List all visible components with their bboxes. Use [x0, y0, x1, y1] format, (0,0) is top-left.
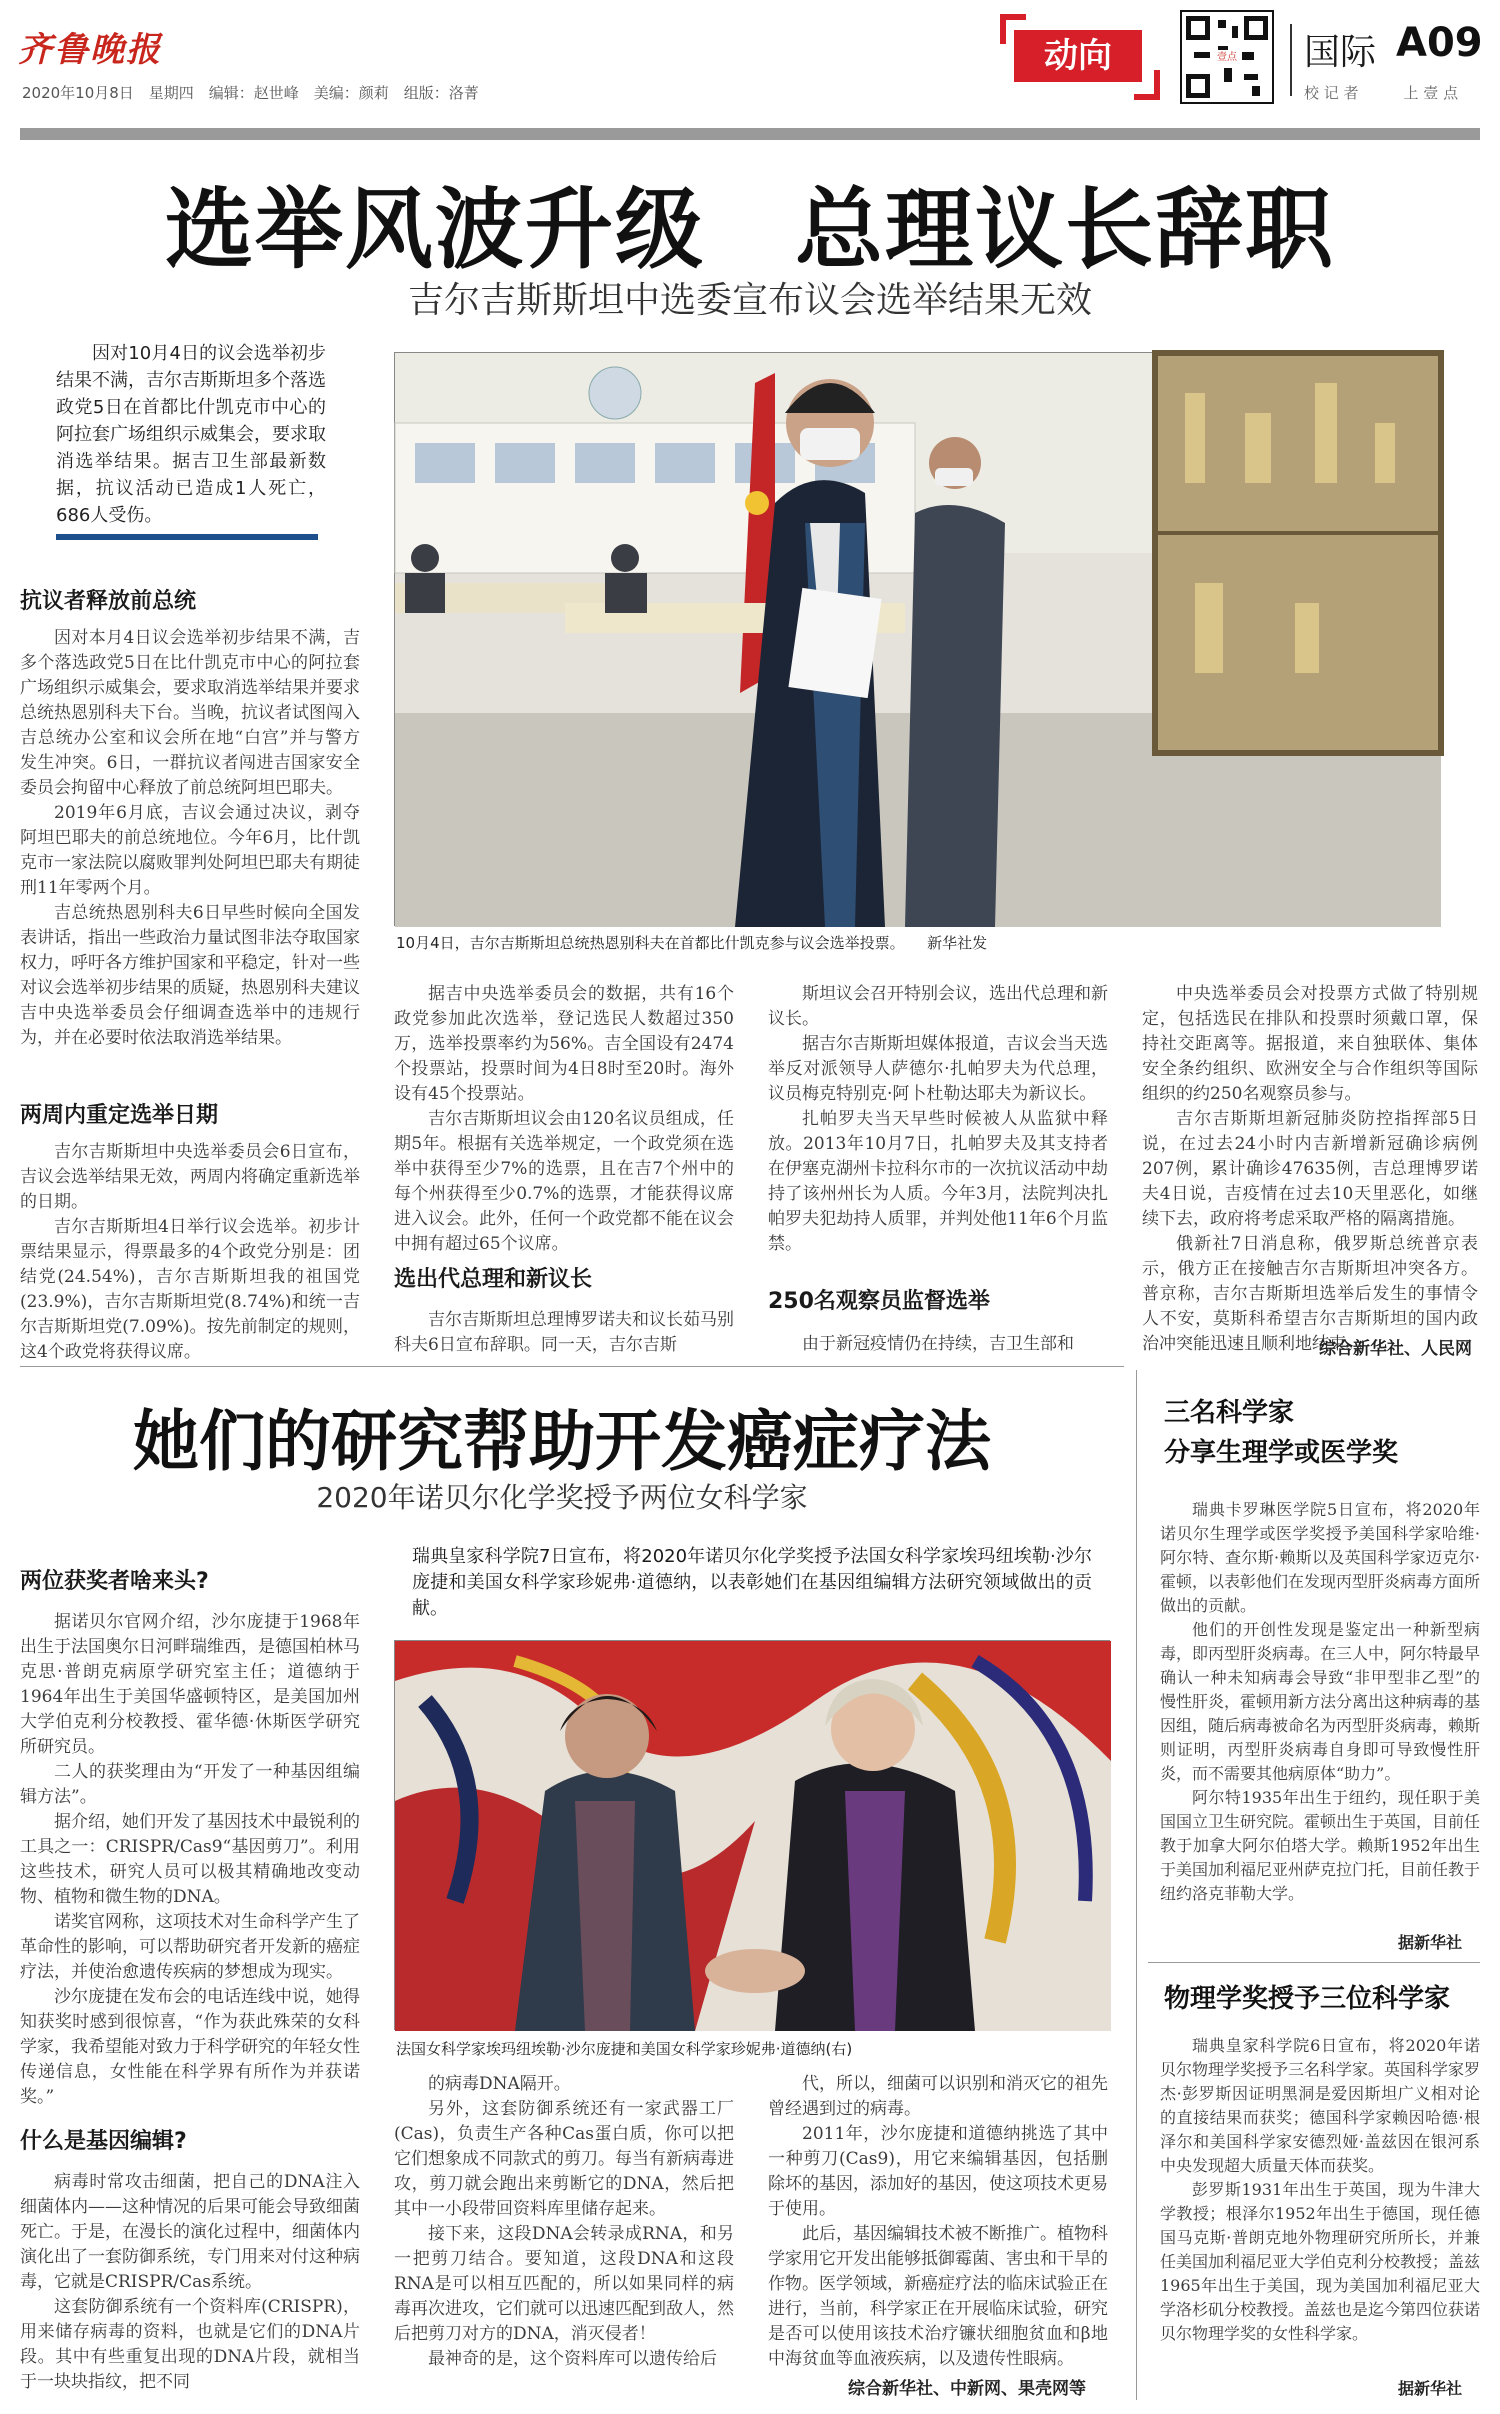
- sidebar2-text: [1160, 2034, 1480, 2374]
- story1-col1-text-2: [20, 1140, 360, 1362]
- story-divider: [20, 1366, 1124, 1367]
- paragraph: 吉总统热恩别科夫6日早些时候向全国发表讲话，指出一些政治力量试图非法夺取国家权力，呼吁各方维护国家和平稳定，针对一些对议会选举初步结果的质疑，热恩别科夫建议吉中央选举委员会仔细调查选举中的违规行为，并在必要时依法取消选举结果。: [20, 903, 360, 1048]
- paragraph: 吉尔吉斯斯坦新冠肺炎防控指挥部5日说，在过去24小时内吉新增新冠确诊病例207例，累计确诊47635例，吉总理博罗诺夫4日说，吉疫情在过去10天里恶化，如继续下去，政府将考虑采取严格的隔离措施。: [1142, 1109, 1478, 1229]
- story1-col1-text-1: [20, 626, 360, 1086]
- page-number: A09: [1396, 20, 1483, 66]
- paragraph: 这套防御系统有一个资料库(CRISPR)，用来储存病毒的资料，也就是它们的DNA片段。其中有些重复出现的DNA片段，就相当于一块块指纹，把不同: [20, 2297, 360, 2392]
- masthead-divider: [1290, 24, 1292, 96]
- reporter-line: 校 记 者 上 壹 点: [1304, 84, 1459, 102]
- qr-code: [1180, 10, 1274, 104]
- story2-col1-text-2: [20, 2170, 360, 2400]
- section-tag: 动向: [1014, 30, 1142, 82]
- story2-col3-text: [768, 2072, 1108, 2370]
- story2-intro: 瑞典皇家科学院7日宣布，将2020年诺贝尔化学奖授予法国女科学家埃玛纽埃勒·沙尔庞捷和美国女科学家珍妮弗·道德纳，以表彰她们在基因组编辑方法研究领域做出的贡献。: [412, 1546, 1092, 1619]
- paragraph: 吉尔吉斯斯坦中央选举委员会6日宣布，吉议会选举结果无效，两周内将确定重新选举的日期。: [20, 1142, 360, 1212]
- story1-subheadline: 吉尔吉斯斯坦中选委宣布议会选举结果无效: [407, 280, 1092, 321]
- nobel-photo: [394, 1640, 1110, 2030]
- newspaper-logo: 齐鲁晚报: [18, 30, 162, 70]
- section-name: 国际: [1304, 32, 1377, 73]
- story2-credit: 综合新华社、中新网、果壳网等: [848, 2379, 1086, 2399]
- story2-headline: 她们的研究帮助开发癌症疗法: [133, 1403, 991, 1480]
- paragraph: 吉尔吉斯斯坦议会由120名议员组成，任期5年。根据有关选举规定，一个政党须在选举中获得至少7%的选票，且在吉7个州中的每个州获得至少0.7%的选票，才能获得议席进入议会。此外，任何一个政党都不能在议会中拥有超过65个议席。: [394, 1109, 734, 1254]
- paragraph: 瑞典皇家科学院6日宣布，将2020年诺贝尔物理学奖授予三名科学家。英国科学家罗杰·彭罗斯因证明黑洞是爱因斯坦广义相对论的直接结果而获奖；德国科学家赖因哈德·根泽尔和美国科学家安德烈娅·盖兹因在银河系中央发现超大质量天体而获奖。: [1160, 2036, 1481, 2175]
- sidebar1-title-1: 三名科学家: [1164, 1398, 1295, 1428]
- paragraph: 2019年6月底，吉议会通过决议，剥夺阿坦巴耶夫的前总统地位。今年6月，比什凯克市一家法院以腐败罪判处阿坦巴耶夫有期徒刑11年零两个月。: [20, 803, 360, 898]
- story1-col3-text-1: [768, 982, 1108, 1282]
- story1-subhead-1: 抗议者释放前总统: [20, 589, 197, 614]
- sidebar2-credit: 据新华社: [1397, 2379, 1462, 2398]
- paragraph: 因对本月4日议会选举初步结果不满，吉多个落选政党5日在比什凯克市中心的阿拉套广场组织示威集会，要求取消选举结果并要求总统热恩别科夫下台。当晚，抗议者试图闯入吉总统办公室和议会所在地“白宫”并与警方发生冲突。6日，一群抗议者闯进吉国家安全委员会拘留中心释放了前总统阿坦巴耶夫。: [20, 628, 360, 798]
- story1-subhead-4: 250名观察员监督选举: [768, 1289, 990, 1314]
- paragraph: 据介绍，她们开发了基因技术中最锐利的工具之一：CRISPR/Cas9“基因剪刀”。利用这些技术，研究人员可以极其精确地改变动物、植物和微生物的DNA。: [20, 1812, 360, 1907]
- story1-subhead-2: 两周内重定选举日期: [20, 1103, 219, 1128]
- paragraph: 二人的获奖理由为“开发了一种基因组编辑方法”。: [20, 1762, 360, 1807]
- paragraph: 吉尔吉斯斯坦总理博罗诺夫和议长茹马别科夫6日宣布辞职。同一天，吉尔吉斯: [394, 1310, 734, 1355]
- paragraph: 接下来，这段DNA会转录成RNA，和另一把剪刀结合。要知道，这段DNA和这段RNA是可以相互匹配的，所以如果同样的病毒再次进攻，它们就可以迅速匹配到敌人，然后把剪刀对方的DNA，消灭侵者！: [394, 2224, 734, 2344]
- paragraph: 俄新社7日消息称，俄罗斯总统普京表示，俄方正在接触吉尔吉斯斯坦冲突各方。普京称，吉尔吉斯斯坦选举后发生的事情令人不安，莫斯科希望吉尔吉斯斯坦的国内政治冲突能迅速且顺利地结束。: [1142, 1234, 1478, 1354]
- paragraph: 据诺贝尔官网介绍，沙尔庞捷于1968年出生于法国奥尔日河畔瑞维西，是德国柏林马克思·普朗克病原学研究室主任；道德纳于1964年出生于美国华盛顿特区，是美国加州大学伯克利分校教授、霍华德·休斯医学研究所研究员。: [20, 1612, 360, 1757]
- story1-col3-text-2: [768, 1332, 1108, 1360]
- paragraph: 诺奖官网称，这项技术对生命科学产生了革命性的影响，可以帮助研究者开发新的癌症疗法，并使治愈遗传疾病的梦想成为现实。: [20, 1912, 360, 1982]
- sidebar1-title-2: 分享生理学或医学奖: [1164, 1438, 1399, 1468]
- nobel-photo-illustration: [395, 1641, 1111, 2031]
- paragraph: 此后，基因编辑技术被不断推广。植物科学家用它开发出能够抵御霉菌、害虫和干旱的作物。医学领域，新癌症疗法的临床试验正在进行，当前，科学家正在开展临床试验，研究是否可以使用该技术治疗镰状细胞贫血和β地中海贫血等血液疾病，以及遗传性眼病。: [768, 2224, 1108, 2369]
- story2-subhead-2: 什么是基因编辑?: [20, 2129, 187, 2154]
- paragraph: 瑞典卡罗琳医学院5日宣布，将2020年诺贝尔生理学或医学奖授予美国科学家哈维·阿尔特、查尔斯·赖斯以及英国科学家迈克尔·霍顿，以表彰他们在发现丙型肝炎病毒方面所做出的贡献。: [1160, 1500, 1481, 1615]
- story1-lede: 因对10月4日的议会选举初步结果不满，吉尔吉斯斯坦多个落选政党5日在首都比什凯克市中心的阿拉套广场组织示威集会，要求取消选举结果。据吉卫生部最新数据，抗议活动已造成1人死亡，686人受伤。: [56, 343, 326, 526]
- paragraph: 由于新冠疫情仍在持续，吉卫生部和: [802, 1334, 1074, 1354]
- masthead-rule: [20, 128, 1480, 140]
- paragraph: 他们的开创性发现是鉴定出一种新型病毒，即丙型肝炎病毒。在三人中，阿尔特最早确认一种未知病毒会导致“非甲型非乙型”的慢性肝炎，霍顿用新方法分离出这种病毒的基因组，随后病毒被命名为丙型肝炎病毒，赖斯则证明，丙型肝炎病毒自身即可导致慢性肝炎，而不需要其他病原体“助力”。: [1160, 1620, 1481, 1783]
- story2-subhead-1: 两位获奖者啥来头?: [20, 1569, 209, 1594]
- story1-subhead-3: 选出代总理和新议长: [394, 1267, 593, 1292]
- paragraph: 沙尔庞捷在发布会的电话连线中说，她得知获奖时感到很惊喜，“作为获此殊荣的女科学家，我希望能对致力于科学研究的年轻女性传递信息，女性能在科学界有所作为并获诺奖。”: [20, 1987, 360, 2107]
- masthead: [0, 0, 1500, 128]
- paragraph: 据吉尔吉斯斯坦媒体报道，吉议会当天选举反对派领导人萨德尔·扎帕罗夫为代总理，议员梅克特别克·阿卜杜勒达耶夫为新议长。: [768, 1034, 1108, 1104]
- paragraph: 据吉中央选举委员会的数据，共有16个政党参加此次选举，登记选民人数超过350万，选举投票率约为56%。吉全国设有2474个投票站，投票时间为4日8时至20时。海外设有45个投票站。: [394, 984, 734, 1104]
- paragraph: 的病毒DNA隔开。: [428, 2074, 571, 2094]
- sidebar2-title: 物理学奖授予三位科学家: [1164, 1984, 1451, 2014]
- story1-credit: 综合新华社、人民网: [1319, 1339, 1472, 1359]
- election-photo-caption: 10月4日，吉尔吉斯斯坦总统热恩别科夫在首都比什凯克参与议会选举投票。 新华社发: [396, 934, 988, 952]
- paragraph: 中央选举委员会对投票方式做了特别规定，包括选民在排队和投票时须戴口罩，保持社交距离等。据报道，来自独联体、集体安全条约组织、欧洲安全与合作组织等国际组织的约250名观察员参与。: [1142, 984, 1478, 1104]
- paragraph: 代，所以，细菌可以识别和消灭它的祖先曾经遇到过的病毒。: [768, 2074, 1108, 2119]
- paragraph: 2011年，沙尔庞捷和道德纳挑选了其中一种剪刀(Cas9)，用它来编辑基因，包括删除坏的基因，添加好的基因，使这项技术更易于使用。: [768, 2124, 1108, 2219]
- story1-col2-text-2: [394, 1308, 734, 1360]
- election-photo: [394, 352, 1440, 926]
- sidebar1-credit: 据新华社: [1397, 1933, 1462, 1952]
- issue-meta: 2020年10月8日 星期四 编辑：赵世峰 美编：颜莉 组版：洛菁: [22, 84, 479, 102]
- paragraph: 另外，这套防御系统还有一家武器工厂(Cas)，负责生产各种Cas蛋白质，你可以把它们想象成不同款式的剪刀。每当有新病毒进攻，剪刀就会跑出来剪断它的DNA，然后把其中一小段带回资料库里储存起来。: [394, 2099, 734, 2219]
- lede-rule: [56, 534, 318, 540]
- story2-subheadline: 2020年诺贝尔化学奖授予两位女科学家: [316, 1481, 808, 1514]
- sidebar-divider: [1136, 1370, 1137, 2400]
- paragraph: 斯坦议会召开特别会议，选出代总理和新议长。: [768, 984, 1108, 1029]
- sidebar-rule: [1148, 1962, 1480, 1963]
- paragraph: 彭罗斯1931年出生于英国，现为牛津大学教授；根泽尔1952年出生于德国，现任德国马克斯·普朗克地外物理研究所所长，并兼任美国加利福尼亚大学伯克利分校教授；盖兹1965年出生于美国，现为美国加利福尼亚大学洛杉矶分校教授。盖兹也是迄今第四位获诺贝尔物理学奖的女性科学家。: [1160, 2180, 1481, 2343]
- story2-col2-text: [394, 2072, 734, 2400]
- story1-headline: 选举风波升级 总理议长辞职: [164, 178, 1335, 281]
- election-photo-illustration: [395, 353, 1441, 927]
- story1-col2-text-1: [394, 982, 734, 1252]
- paragraph: 扎帕罗夫当天早些时候被人从监狱中释放。2013年10月7日，扎帕罗夫及其支持者在伊塞克湖州卡拉科尔市的一次抗议活动中劫持了该州州长为人质。今年3月，法院判决扎帕罗夫犯劫持人质罪，并判处他11年6个月监禁。: [768, 1109, 1108, 1254]
- qr-center-label: 壹点: [1213, 50, 1241, 66]
- section-tag-frame: [1000, 14, 1160, 100]
- paragraph: 吉尔吉斯斯坦4日举行议会选举。初步计票结果显示，得票最多的4个政党分别是：团结党(24.54%)，吉尔吉斯斯坦我的祖国党(23.9%)，吉尔吉斯斯坦党(8.74%)和统一吉尔吉斯斯坦党(7.09%)。按先前制定的规则，这4个政党将获得议席。: [20, 1217, 360, 1362]
- sidebar1-text: [1160, 1498, 1480, 1928]
- paragraph: 病毒时常攻击细菌，把自己的DNA注入细菌体内——这种情况的后果可能会导致细菌死亡。于是，在漫长的演化过程中，细菌体内演化出了一套防御系统，专门用来对付这种病毒，它就是CRISPR/Cas系统。: [20, 2172, 360, 2292]
- paragraph: 最神奇的是，这个资料库可以遗传给后: [428, 2349, 717, 2369]
- paragraph: 阿尔特1935年出生于纽约，现任职于美国国立卫生研究院。霍顿出生于英国，目前任教于加拿大阿尔伯塔大学。赖斯1952年出生于美国加利福尼亚州萨克拉门托，目前任教于纽约洛克菲勒大学。: [1160, 1788, 1481, 1903]
- nobel-photo-caption: 法国女科学家埃玛纽埃勒·沙尔庞捷和美国女科学家珍妮弗·道德纳(右): [396, 2040, 853, 2058]
- story2-col1-text-1: [20, 1610, 360, 2110]
